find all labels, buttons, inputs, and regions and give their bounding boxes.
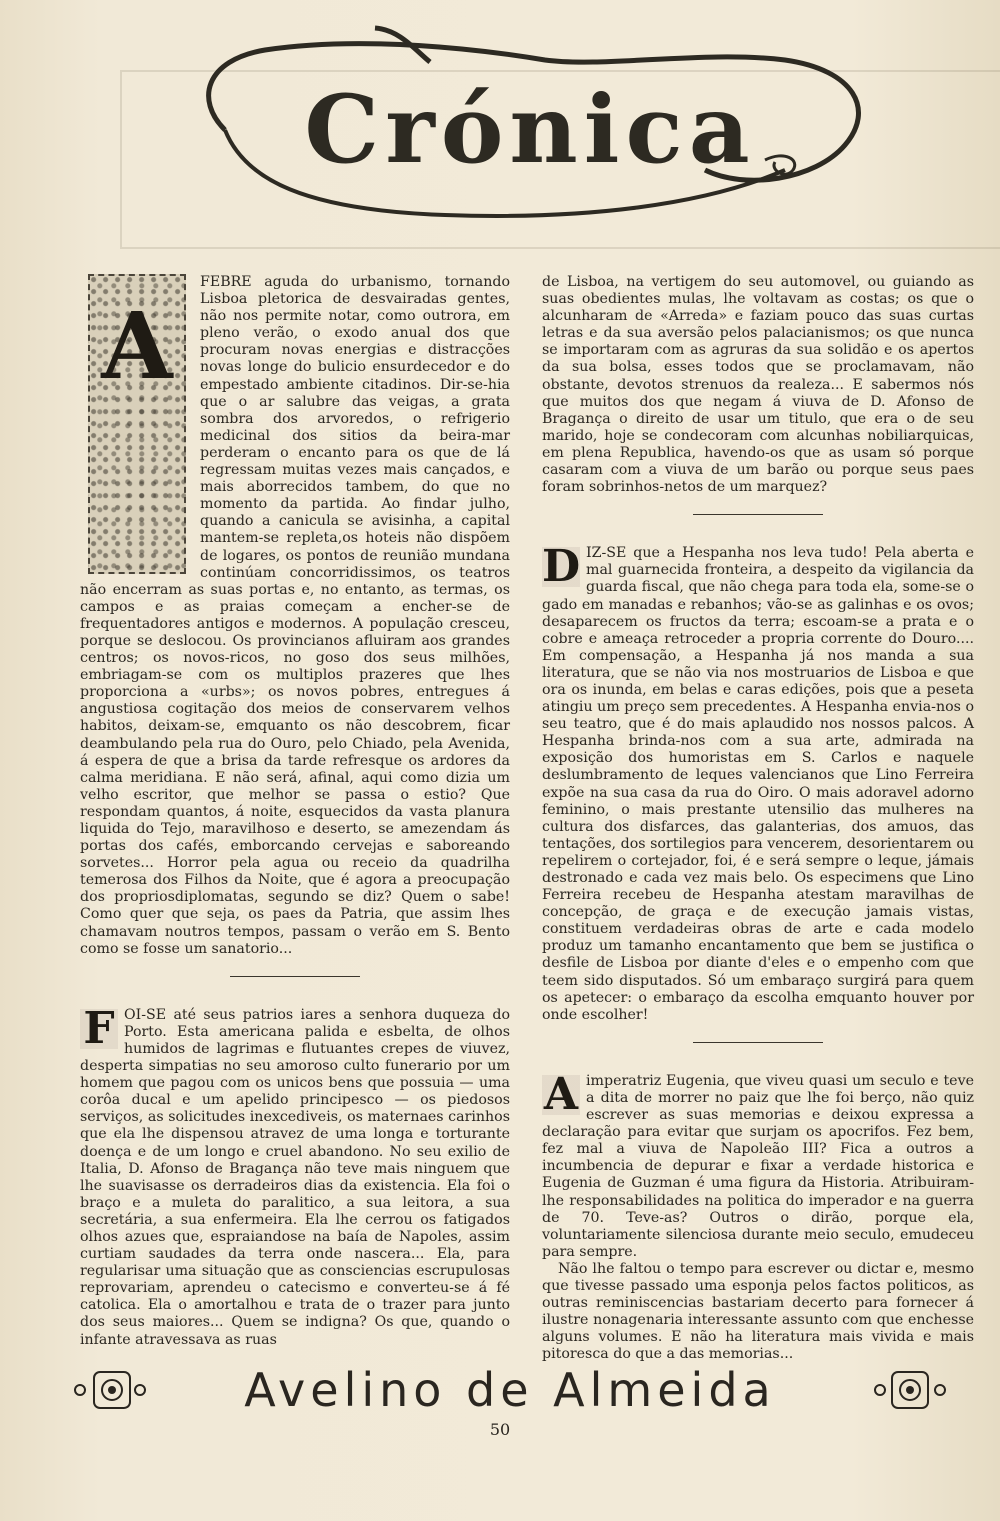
article-urbanism-text: FEBRE aguda do urbanismo, tornando Lisboa pletorica de desvairadas gentes, não nos permite notar, como outrora, em pleno verão, o exodo anual dos que procuram novas energias e distracções novas longe do bulicio ensurdecedor e do empestado ambiente citadinos. Dir-se-hia que o ar salubre das veigas, a grata sombra dos arvoredos, o refrigerio medicinal dos sitios da beira-mar perderam o encanto para os que de lá regressam muitas vezes mais cançados, e mais aborrecidos tambem, do que no momento da partida. Ao findar julho, quando a canicula se avisinha, a capital mantem-se repleta,os hoteis não dispõem de logares, os pontos de reunião mundana continúam concorridissimos, os teatros não encerram as suas portas e, no entanto, as termas, os campos e as praias começam a encher-se de frequentadores antigos e modernos. A população cresceu, porque se deslocou. Os provincianos afluiram aos grandes centros; os novos-ricos, no goso dos seus milhões, embriagam-se com os multiplos prazeres que lhes proporciona a «urbs»; os novos pobres, entregues á angustiosa cogitação dos meios de conservarem velhos habitos, deixam-se, emquanto os não descobrem, ficar deambulando pela rua do Ouro, pelo Chiado, pela Avenida, á espera de que a brisa da tarde refresque os ardores da calma meridiana. E não será, afinal, aqui como dizia um velho escritor, que melhor se passa o estio? Que respondam quantos, á noite, esquecidos da vasta planura liquida do Tejo, maravilhoso e deserto, se amezendam ás portas dos cafés, emborcando cervejas e saboreando sorvetes... Horror pela agua ou receio da quadrilha temerosa dos Filhos da Noite, que é agora a preocupação dos propriosdiplomatas, segundo se diz? Quem o sabe! Como quer que seja, os paes da Patria, que assim lhes chamavam noutros tempos, passam o verão em S. Bento como se fosse um sanatorio... (80, 274, 510, 957)
right-column (542, 274, 974, 1363)
article-duchess-text: OI-SE até seus patrios iares a senhora duqueza do Porto. Esta americana palida e esbelta, de olhos humidos de lagrimas e flutuantes crepes de viuvez, desperta simpatias no seu amoroso culto funerario por um homem que pagou com os unicos bens que possuia — uma corôa ducal e um apelido principesco — os piedosos serviços, as solicitudes inexcediveis, os maternaes carinhos que ela lhe dispensou atravez de uma longa e torturante doença e de um longo e cruel abandono. No seu exilio de Italia, D. Afonso de Bragança não teve mais ninguem que lhe suavisasse os derradeiros dias da existencia. Ela foi o braço e a muleta do paralitico, a sua leitora, a sua secretária, a sua enfermeira. Ela lhe cerrou os fatigados olhos azues que, espraiandose na baía de Napoles, assim curtiam saudades da terra onde nascera... Ela, para regularisar uma situação que as consciencias escrupulosas reprovariam, aprendeu o catecismo e converteu-se á fé catolica. Ela o amortalhou e trata de o trazer para junto dos seus maiores... Quem se indigna? Os que, quando o infante atravessava as ruas (80, 1006, 510, 1348)
rose-ornament-icon (870, 1368, 950, 1412)
masthead (185, 20, 875, 230)
section-divider (693, 1042, 823, 1043)
dropcap-a: A (543, 1068, 579, 1120)
masthead-title: Crónica (304, 75, 756, 185)
article-eugenia (542, 1068, 974, 1261)
rose-ornament-icon (70, 1368, 150, 1412)
ornate-dropcap: A (88, 274, 186, 574)
article-eugenia-text: imperatriz Eugenia, que viveu quasi um seculo e teve a dita de morrer no paiz que lhe foi berço, não quiz escrever as suas memorias e deixou expressa a declaração para evitar que surjam os apocrifos. Fez bem, fez mal a viuva de Napoleão III? Fica a outros a incumbencia de depurar e fixar a verdade historica e Eugenia de Guzman é uma figura da Historia. Atribuiram-lhe responsabilidades na politica do imperador e na guerra de 70. Teve-as? Outros o dirão, porque ela, voluntariamente silenciosa durante meio seculo, emudeceu para sempre. (542, 1072, 974, 1260)
dropcap-d: D (542, 541, 581, 593)
author-signature (70, 1360, 950, 1420)
article-duchess (80, 1002, 510, 1349)
article-eugenia-paragraph-2: Não lhe faltou o tempo para escrever ou dictar e, mesmo que tivesse passado uma esponja pelos factos politicos, as outras reminiscencias bastariam decerto para fornecer á ilustre nonagenaria interessante assunto com que enchesse alguns volumes. E não ha literatura mais vivida e mais pitoresca do que a das memorias... (542, 1260, 974, 1363)
section-divider (230, 976, 360, 977)
section-divider (693, 514, 823, 515)
article-duchess-continued: de Lisboa, na vertigem do seu automovel, ou guiando as suas obedientes mulas, lhe voltavam as costas; os que o alcunharam de «Arreda» e faziam pouco das suas curtas letras e da sua aversão pelos palacianismos; os que nunca se importaram com as agruras da sua solidão e os apertos da sua bolsa, esses todos que se proclamavam, não obstante, devotos strenuos da realeza... E sabermos nós que muitos dos que negam á viuva de D. Afonso de Bragança o direito de usar um titulo, que era o de seu marido, hoje se condecoram com alcunhas nobiliarquicas, em plena Republica, havendo-os que as usam só porque casaram com a viuva de um barão ou porque seus paes foram sobrinhos-netos de um marquez? (542, 274, 974, 496)
dropcap-f: F (80, 1009, 118, 1049)
page-number: 50 (489, 1420, 511, 1439)
left-column (80, 274, 510, 1349)
article-spain (542, 541, 974, 1024)
article-urbanism (80, 274, 510, 958)
author-name: Avelino de Almeida (244, 1363, 776, 1417)
article-spain-text: IZ-SE que a Hespanha nos leva tudo! Pela aberta e mal guarnecida fronteira, a despeito da vigilancia da guarda fiscal, que não chega para toda ela, some-se o gado em manadas e rebanhos; vão-se as galinhas e os ovos; desaparecem os fructos da terra; escoam-se a prata e o cobre e ameaça retroceder a propria corrente do Douro.... Em compensação, a Hespanha já nos manda a sua literatura, que se não via nos mostruarios de Lisboa e que ora os inunda, em belas e caras edições, pois que a peseta atingiu um preço sem precedentes. A Hespanha envia-nos o seu teatro, que é do mais aplaudido nos nossos palcos. A Hespanha brinda-nos com a sua arte, admirada na exposição dos humoristas em S. Carlos e naquele deslumbramento de leques valencianos que Lino Ferreira expõe na sua casa da rua do Oiro. O mais adoravel adorno feminino, o mais prestante utensilio das mulheres na cultura dos disfarces, das galanterias, dos amuos, das tentações, dos sortilegios para vencerem, desorientarem ou repelirem o cortejador, foi, é e será sempre o leque, jámais destronado e cada vez mais belo. Os especimens que Lino Ferreira recebeu de Hespanha atestam maravilhas de concepção, de graça e de execução jamais vistas, constituem verdadeiras obras de arte e cada modelo produz um tamanho encantamento que bem se justifica o desfile de Lisboa por diante d'eles e o empenho com que teem sido disputados. Só um embaraço surgirá para quem os apetecer: o embaraço da escolha emquanto houver por onde escolher! (542, 545, 974, 1023)
